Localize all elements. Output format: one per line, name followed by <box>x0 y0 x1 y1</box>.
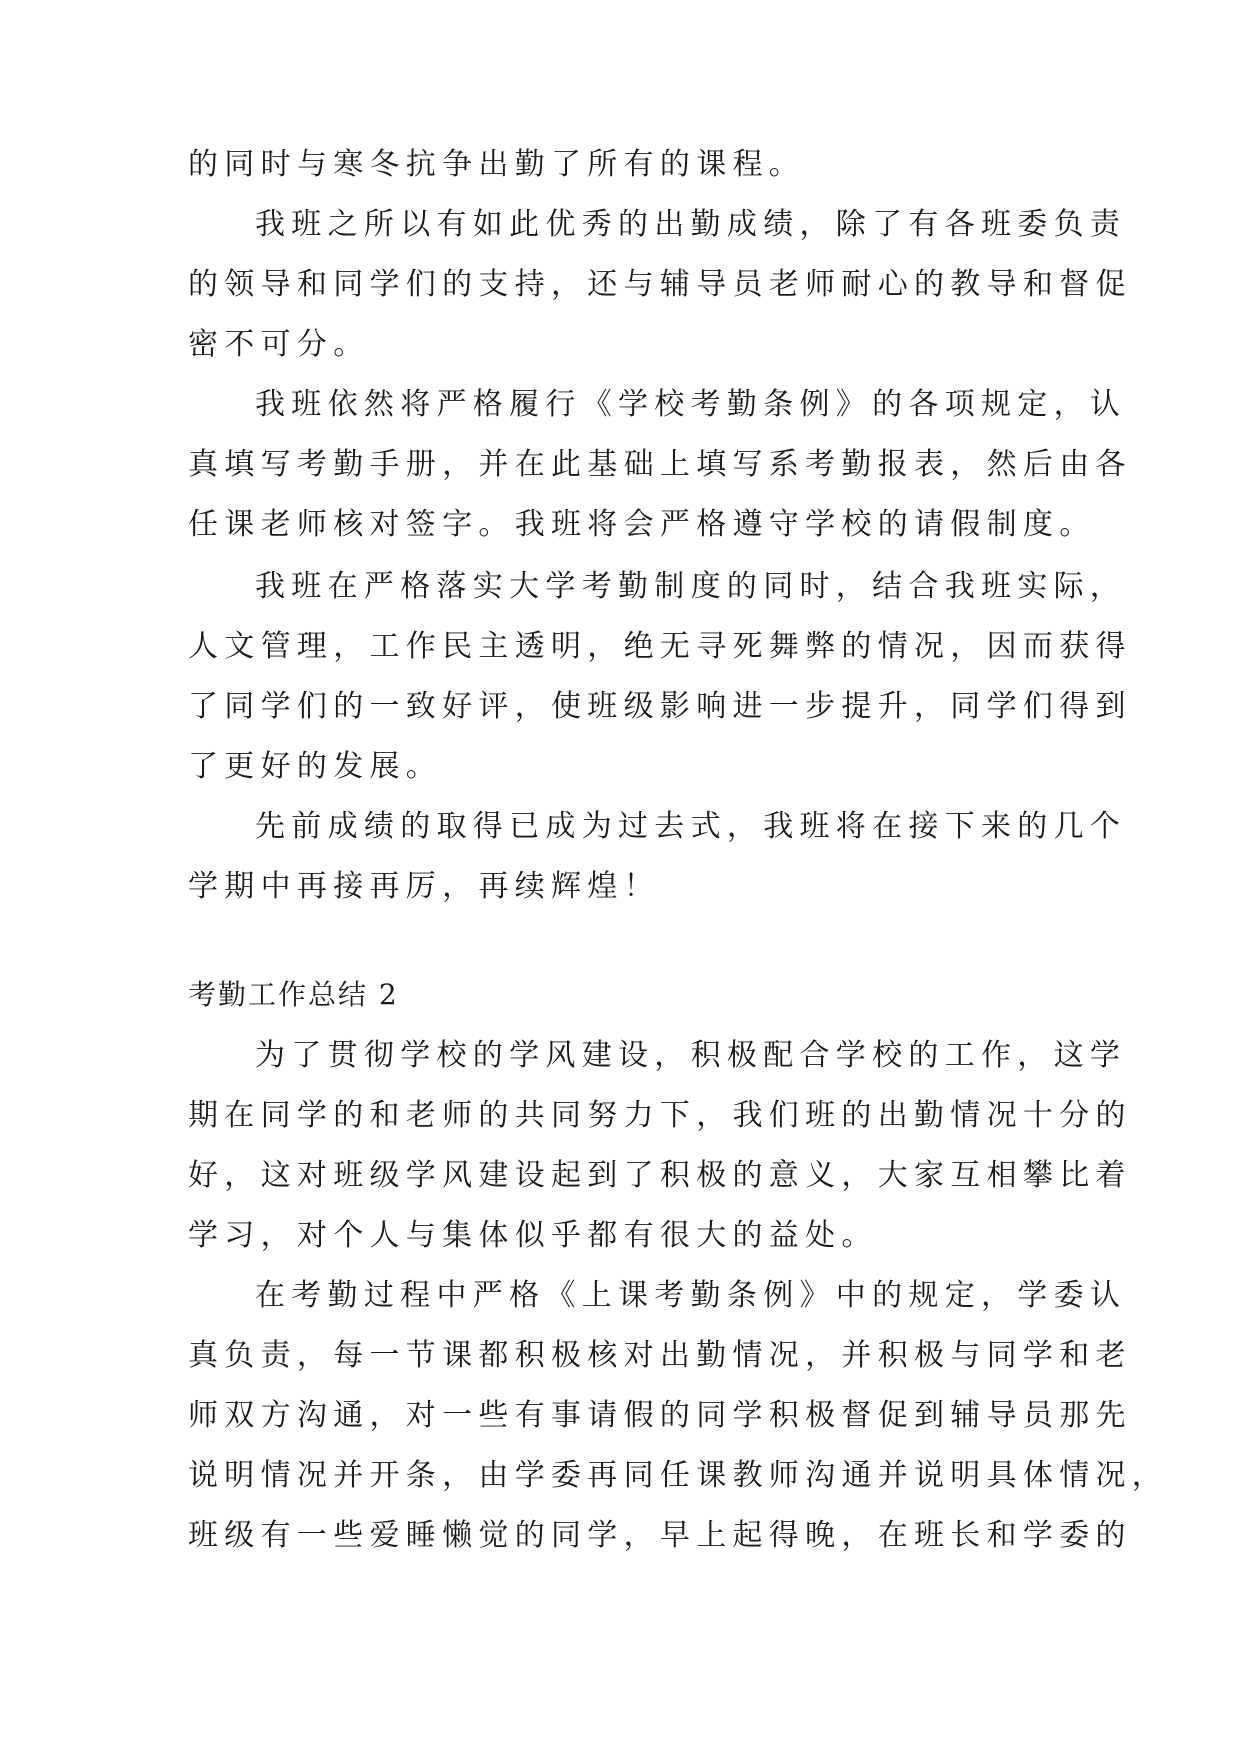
paragraph-line: 真负责，每一节课都积极核对出勤情况，并积极与同学和老 <box>188 1338 1132 1373</box>
paragraph-line: 期在同学的和老师的共同努力下，我们班的出勤情况十分的 <box>188 1098 1132 1133</box>
paragraph-line: 了同学们的一致好评，使班级影响进一步提升，同学们得到 <box>188 689 1132 724</box>
paragraph-line: 的领导和同学们的支持，还与辅导员老师耐心的教导和督促 <box>188 267 1132 302</box>
paragraph-line: 学习，对个人与集体似乎都有很大的益处。 <box>188 1218 878 1253</box>
paragraph-line: 真填写考勤手册，并在此基础上填写系考勤报表，然后由各 <box>188 447 1132 482</box>
paragraph-line: 了更好的发展。 <box>188 749 443 784</box>
paragraph-line: 人文管理，工作民主透明，绝无寻死舞弊的情况，因而获得 <box>188 629 1132 664</box>
paragraph-line: 说明情况并开条，由学委再同任课教师沟通并说明具体情况， <box>188 1458 1169 1493</box>
paragraph-line: 密不可分。 <box>188 327 370 362</box>
paragraph-line: 先前成绩的取得已成为过去式，我班将在接下来的几个 <box>255 809 1127 844</box>
paragraph-line: 在考勤过程中严格《上课考勤条例》中的规定，学委认 <box>255 1278 1127 1313</box>
paragraph-line: 我班依然将严格履行《学校考勤条例》的各项规定，认 <box>255 387 1127 422</box>
paragraph-line: 好，这对班级学风建设起到了积极的意义，大家互相攀比着 <box>188 1158 1132 1193</box>
paragraph-line: 我班在严格落实大学考勤制度的同时，结合我班实际， <box>255 569 1127 604</box>
paragraph-line: 师双方沟通，对一些有事请假的同学积极督促到辅导员那先 <box>188 1398 1132 1433</box>
paragraph-line: 的同时与寒冬抗争出勤了所有的课程。 <box>188 147 806 182</box>
paragraph-line: 学期中再接再厉，再续辉煌！ <box>188 869 660 904</box>
paragraph-line: 任课老师核对签字。我班将会严格遵守学校的请假制度。 <box>188 507 1096 542</box>
paragraph-line: 班级有一些爱睡懒觉的同学，早上起得晚，在班长和学委的 <box>188 1518 1132 1553</box>
paragraph-line: 为了贯彻学校的学风建设，积极配合学校的工作，这学 <box>255 1038 1127 1073</box>
paragraph-line: 我班之所以有如此优秀的出勤成绩，除了有各班委负责 <box>255 207 1127 242</box>
section-heading: 考勤工作总结 2 <box>188 978 399 1011</box>
